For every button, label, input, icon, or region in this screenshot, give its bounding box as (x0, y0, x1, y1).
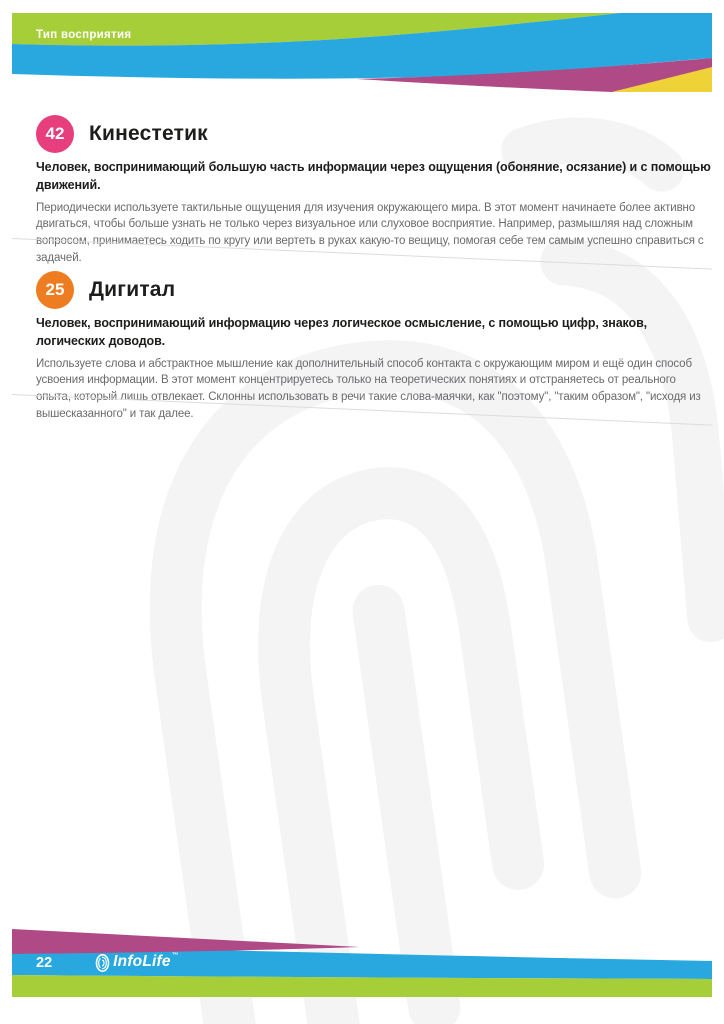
section-title: Кинестетик (89, 122, 208, 145)
trademark-mark: ™ (171, 952, 179, 959)
section-title: Дигитал (89, 278, 176, 301)
section-header (36, 115, 712, 153)
section-header (36, 271, 712, 309)
section-body: Периодически используете тактильные ощущения для изучения окружающего мира. В этот момент начинаете более активно двигаться, чтобы больше узнать не только через визуальное или слуховое восприятие. Например, размышляя над сложным вопросом, принимаетесь ходить по кругу или вертеть в руках какую-то вещицу, помогая себе тем самым успешно справиться с задачей. (36, 201, 704, 264)
section-body: Используете слова и абстрактное мышление как дополнительный способ контакта с окружающим миром и ещё один способ усвоения информации. В этот момент концентрируетесь только на теоретических понятиях и отстраняетесь от реального опыта, который лишь отвлекает. Склонны использовать в речи такие слова-маячки, как "поэтому", "таким образом", "исходя из вышесказанного" и так далее. (36, 357, 701, 420)
footer-magenta-wedge (12, 929, 360, 954)
footer (36, 953, 696, 972)
section-lead: Человек, воспринимающий информацию через логическое осмысление, с помощью цифр, знаков, логических доводов. (36, 316, 648, 348)
header-band (0, 0, 724, 110)
score-badge: 25 (36, 271, 74, 309)
infolife-logo (95, 953, 178, 972)
fingerprint-icon (95, 954, 110, 972)
logo-wordmark: InfoLife (113, 953, 171, 970)
page-number: 22 (36, 954, 53, 971)
header-title: Тип восприятия (36, 29, 132, 41)
section-lead: Человек, воспринимающий большую часть информации через ощущения (обоняние, осязание) и с помощью движений. (36, 160, 711, 192)
score-badge: 42 (36, 115, 74, 153)
logo-text (113, 953, 178, 971)
